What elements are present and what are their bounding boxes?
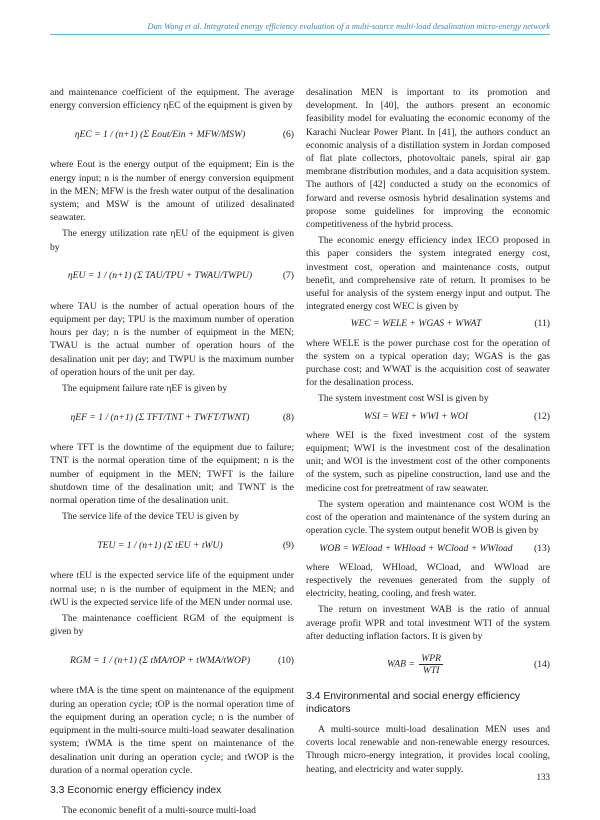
paragraph: desalination MEN is important to its promotion and development. In [40], the authors present an economic feasibility model for evaluating the economic economy of the Karachi Nuclear Power Plant. In [41], the authors conduct an economic analysis of a distillation system in Jordan composed of flat plate collectors, photovoltaic panels, spiral air gap membrane distribution modules, and a data acquisition system. The authors of [42] conducted a study on the economics of forward and reverse osmosis hybrid desalination systems and propose some guidelines for improving the economic competitiveness of the hybrid process. <box>306 87 550 231</box>
section-heading-3-3: 3.3 Economic energy efficiency index <box>50 784 222 796</box>
paragraph: and maintenance coefficient of the equipment. The average energy conversion efficiency ηEC of the equipment is given by <box>50 87 294 112</box>
equation-8: ηEF = 1 / (n+1) (Σ TFT/TNT + TWFT/TWNT) (8) <box>70 411 294 423</box>
paragraph: where tEU is the expected service life of the equipment under normal use; n is the number of equipment in the MEN; and tWU is the expected service life of the MEN under normal use. <box>50 570 294 608</box>
paragraph: where TAU is the number of actual operation hours of the equipment per day; TPU is the maximum number of operation hours per day; n is the number of equipment in the MEN; TWAU is the actual number of operation hours of the desalination unit per day; and TWPU is the maximum number of operation hours of the unit per day. <box>50 300 294 378</box>
page-number: 133 <box>536 772 550 782</box>
paragraph: The maintenance coefficient RGM of the equipment is given by <box>50 613 294 638</box>
paragraph: The economic energy efficiency index IECO proposed in this paper considers the system integrated energy cost, investment cost, operation and maintenance costs, output benefit, and comprehensive rate of return. It promises to be useful for analysis of the system energy input and output. The integrated energy cost WEC is given by <box>306 235 550 313</box>
paragraph: where Eout is the energy output of the equipment; Ein is the energy input; n is the number of energy conversion equipment in the MEN; MFW is the fresh water output of the desalination system; and MSW is the amount of utilized desalinated seawater. <box>50 159 294 224</box>
equation-7: ηEU = 1 / (n+1) (Σ TAU/TPU + TWAU/TWPU) (7) <box>67 270 294 282</box>
paragraph: where WELE is the power purchase cost for the operation of the system on a typical operation day; WGAS is the gas purchase cost; and WWAT is the acquisition cost of seawater for the desalination process. <box>306 337 550 389</box>
equation-6: ηEC = 1 / (n+1) (Σ Eout/Ein + MFW/MSW) (6) <box>74 128 294 140</box>
equation-9: TEU = 1 / (n+1) (Σ tEU + tWU) (9) <box>97 539 294 551</box>
equation-14: WAB = $\frac{\text{WPR}}{\text{WTI}}$ (14) <box>386 653 550 677</box>
paragraph: The system operation and maintenance cost WOM is the cost of the operation and maintenance of the system during an operation cycle. The system output benefit WOB is given by <box>306 498 550 537</box>
equation-13: WOB = WEload + WHload + WCload + WWload (13) <box>319 542 550 554</box>
paragraph: The economic benefit of a multi-source multi-load <box>62 804 256 816</box>
paragraph: A multi-source multi-load desalination MEN uses and coverts local renewable and non-renewable energy resources. Through micro-energy integration, it provides local cooling, heating, and electricity and water supply. <box>306 723 550 775</box>
header-rule <box>50 34 550 35</box>
running-head: Dan Wang et al. Integrated energy efficiency evaluation of a multi-source multi-load desalination micro-energy network <box>147 22 550 31</box>
equation-12: WSI = WEI + WWI + WOI (12) <box>363 410 550 422</box>
section-heading-3-4: 3.4 Environmental and social energy efficiency indicators <box>306 690 521 715</box>
equation-10: RGM = 1 / (n+1) (Σ tMA/tOP + tWMA/tWOP) (10) <box>69 654 294 666</box>
paragraph: The energy utilization rate ηEU of the equipment is given by <box>50 228 294 253</box>
left-column <box>50 86 294 820</box>
paragraph: The service life of the device TEU is given by <box>62 511 239 523</box>
right-column <box>306 86 550 779</box>
paragraph: The equipment failure rate ηEF is given by <box>62 383 228 395</box>
paragraph: The system investment cost WSI is given by <box>318 393 489 405</box>
paragraph: where tMA is the time spent on maintenance of the equipment during an operation cycle; tOP is the normal operation time of the equipment during an operation cycle; n is the number of equipment in the multi-source multi-load seawater desalination system; tWMA is the time spent on maintenance of the desalination unit during an operation cycle; and tWOP is the duration of a normal operation cycle. <box>50 685 294 776</box>
equation-11: WEC = WELE + WGAS + WWAT (11) <box>350 318 550 330</box>
paragraph: where WEload, WHload, WCload, and WWload are respectively the revenues generated from the supply of electricity, heating, cooling, and fresh water. <box>306 561 550 600</box>
paragraph: where WEI is the fixed investment cost of the system equipment; WWI is the investment cost of the desalination unit; and WOI is the investment cost of the other components of the system, such as pipeline construction, land use and the medicine cost for pretreatment of raw seawater. <box>306 429 550 494</box>
paragraph: The return on investment WAB is the ratio of annual average profit WPR and total investment WTI of the system after deducting inflation factors. It is given by <box>306 604 550 642</box>
paragraph: where TFT is the downtime of the equipment due to failure; TNT is the normal operation time of the equipment; n is the number of equipment in the MEN; TWFT is the failure shutdown time of the desalination unit; and TWNT is the normal operation time of the desalination unit. <box>50 442 294 507</box>
